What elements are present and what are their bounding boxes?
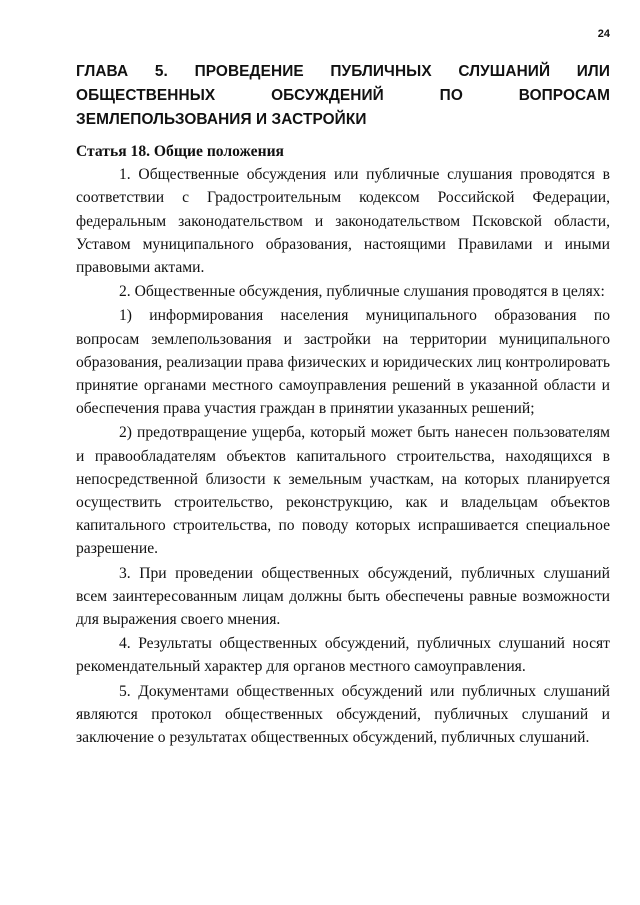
paragraph-3: 3. При проведении общественных обсуждений, публичных слушаний всем заинтересованным лицам должны быть обеспечены равные возможности для выражения своего мнения.: [76, 564, 610, 629]
article-title: Статья 18. Общие положения: [76, 143, 284, 160]
paragraph-2: 2. Общественные обсуждения, публичные слушания проводятся в целях:: [119, 283, 605, 301]
page-number: 24: [597, 28, 610, 40]
document-body: [76, 60, 610, 749]
paragraph-5: 5. Документами общественных обсуждений или публичных слушаний являются протокол общественных обсуждений, публичных слушаний и заключение о результатах общественных обсуждений, публичных слушаний.: [76, 682, 610, 747]
paragraph-2-item-2: 2) предотвращение ущерба, который может быть нанесен пользователям и правообладателям объектов капитального строительства, находящихся в непосредственной близости к земельным участкам, на которых планируется осуществить строительство, реконструкцию, как и владельцам объектов капитального строительства, по поводу которых испрашивается специальное разрешение.: [76, 424, 610, 558]
paragraph-4: 4. Результаты общественных обсуждений, публичных слушаний носят рекомендательный характер для органов местного самоуправления.: [76, 635, 610, 676]
chapter-title: ГЛАВА 5. ПРОВЕДЕНИЕ ПУБЛИЧНЫХ СЛУШАНИЙ ИЛИ ОБЩЕСТВЕННЫХ ОБСУЖДЕНИЙ ПО ВОПРОСАМ ЗЕМЛЕПОЛЬЗОВАНИЯ И ЗАСТРОЙКИ: [76, 63, 610, 128]
paragraph-2-item-1: 1) информирования населения муниципального образования по вопросам землепользования и застройки на территории муниципального образования, реализации права физических и юридических лиц контролировать принятие органами местного самоуправления решений в указанной области и обеспечения права участия граждан в принятии указанных решений;: [76, 307, 610, 418]
paragraph-1: 1. Общественные обсуждения или публичные слушания проводятся в соответствии с Градостроительным кодексом Российской Федерации, федеральным законодательством и законодательством Псковской области, Уставом муниципального образования, настоящими Правилами и иными правовыми актами.: [76, 166, 610, 277]
